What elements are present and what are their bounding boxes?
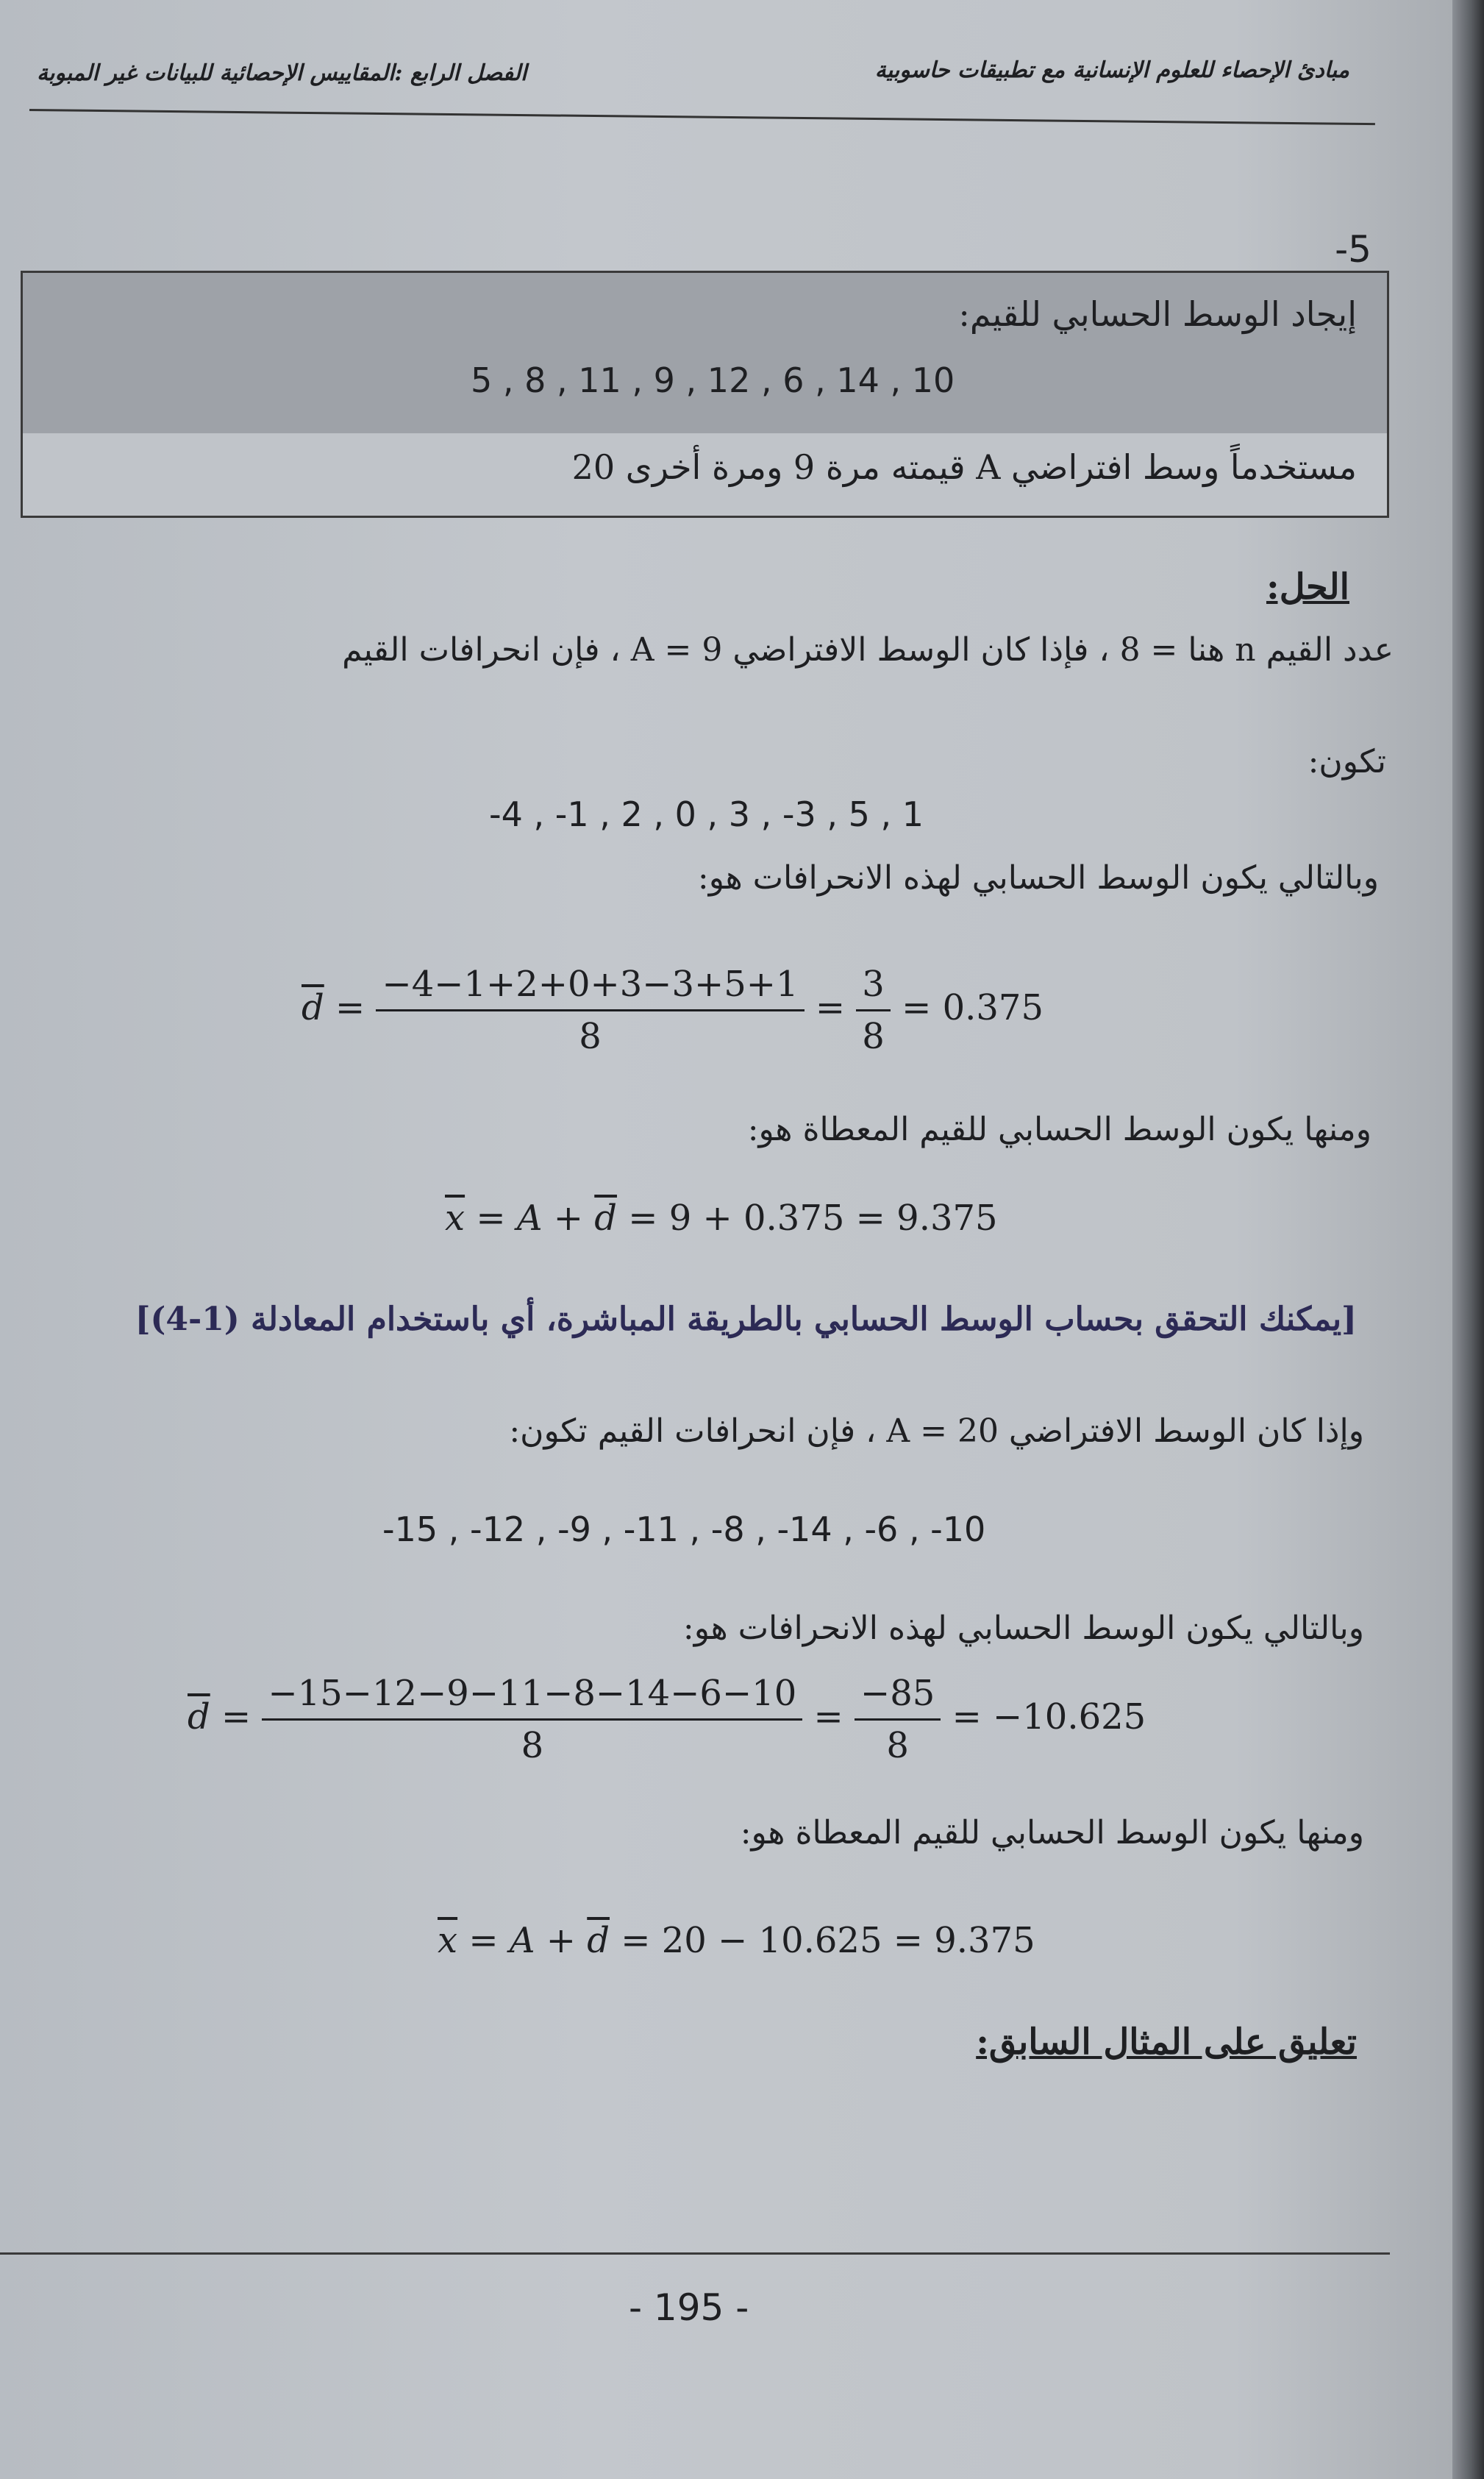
equation-mean-deviation-2: $\overline{d}$ = $\frac{-15-12-9-11-8-14-6-10}{8}$ = $\frac{-85}{8}$ = −10.625: [188, 1673, 1146, 1766]
fraction-sum-over-n: $\frac{-4-1+2+0+3-3+5+1}{8}$: [376, 964, 804, 1057]
running-header-chapter-title: الفصل الرابع :المقاييس الإحصائية للبيانات غير المبوبة: [37, 60, 527, 86]
equation-mean-deviation-1: $\overline{d}$ = $\frac{-4-1+2+0+3-3+5+1}{8}$ = $\frac{3}{8}$ = 0.375: [302, 964, 1044, 1057]
deviations-list-2: -15 , -12 , -9 , -11 , -8 , -14 , -6 , -10: [382, 1509, 986, 1549]
solution-paragraph-4: ومنها يكون الوسط الحسابي للقيم المعطاة هو:: [747, 1111, 1371, 1148]
solution-paragraph-5: وإذا كان الوسط الافتراضي A = 20 ، فإن انحرافات القيم تكون:: [509, 1412, 1364, 1450]
page-number: - 195 -: [629, 2286, 749, 2329]
book-gutter: [1452, 0, 1484, 2479]
solution-paragraph-7: ومنها يكون الوسط الحسابي للقيم المعطاة هو:: [740, 1814, 1364, 1852]
solution-heading: الحل:: [1266, 566, 1349, 608]
solution-paragraph-2: تكون:: [1308, 743, 1386, 780]
fraction-simplified: $\frac{3}{8}$: [856, 964, 891, 1057]
equation-mean-1: $\overline{x} = A + \overline{d} = 9 + 0.375 = 9.375$: [445, 1198, 998, 1239]
problem-instruction: إيجاد الوسط الحسابي للقيم:: [958, 294, 1357, 334]
comment-heading: تعليق على المثال السابق:: [976, 2021, 1357, 2063]
header-divider: [29, 109, 1375, 125]
problem-number: -5: [1335, 228, 1371, 271]
footer-divider: [0, 2252, 1390, 2255]
deviations-list-1: -4 , -1 , 2 , 0 , 3 , -3 , 5 , 1: [489, 794, 924, 834]
solution-paragraph-1: عدد القيم n هنا = 8 ، فإذا كان الوسط الافتراضي A = 9 ، فإن انحرافات القيم: [342, 631, 1394, 669]
solution-paragraph-6: وبالتالي يكون الوسط الحسابي لهذه الانحرافات هو:: [682, 1610, 1364, 1647]
problem-values: 5 , 8 , 11 , 9 , 12 , 6 , 14 , 10: [471, 360, 955, 400]
solution-paragraph-3: وبالتالي يكون الوسط الحسابي لهذه الانحرافات هو:: [697, 859, 1379, 897]
verification-note: [يمكنك التحقق بحساب الوسط الحسابي بالطريقة المباشرة، أي باستخدام المعادلة (1-4)]: [135, 1301, 1357, 1338]
equation-mean-2: $\overline{x} = A + \overline{d} = 20 - 10.625 = 9.375$: [438, 1920, 1035, 1961]
problem-assumption: مستخدماً وسط افتراضي A قيمته مرة 9 ومرة أخرى 20: [571, 447, 1357, 487]
running-header-book-title: مبادئ الإحصاء للعلوم الإنسانية مع تطبيقات حاسوبية: [874, 57, 1349, 83]
d-bar-symbol: $\overline{d}$: [302, 987, 324, 1028]
